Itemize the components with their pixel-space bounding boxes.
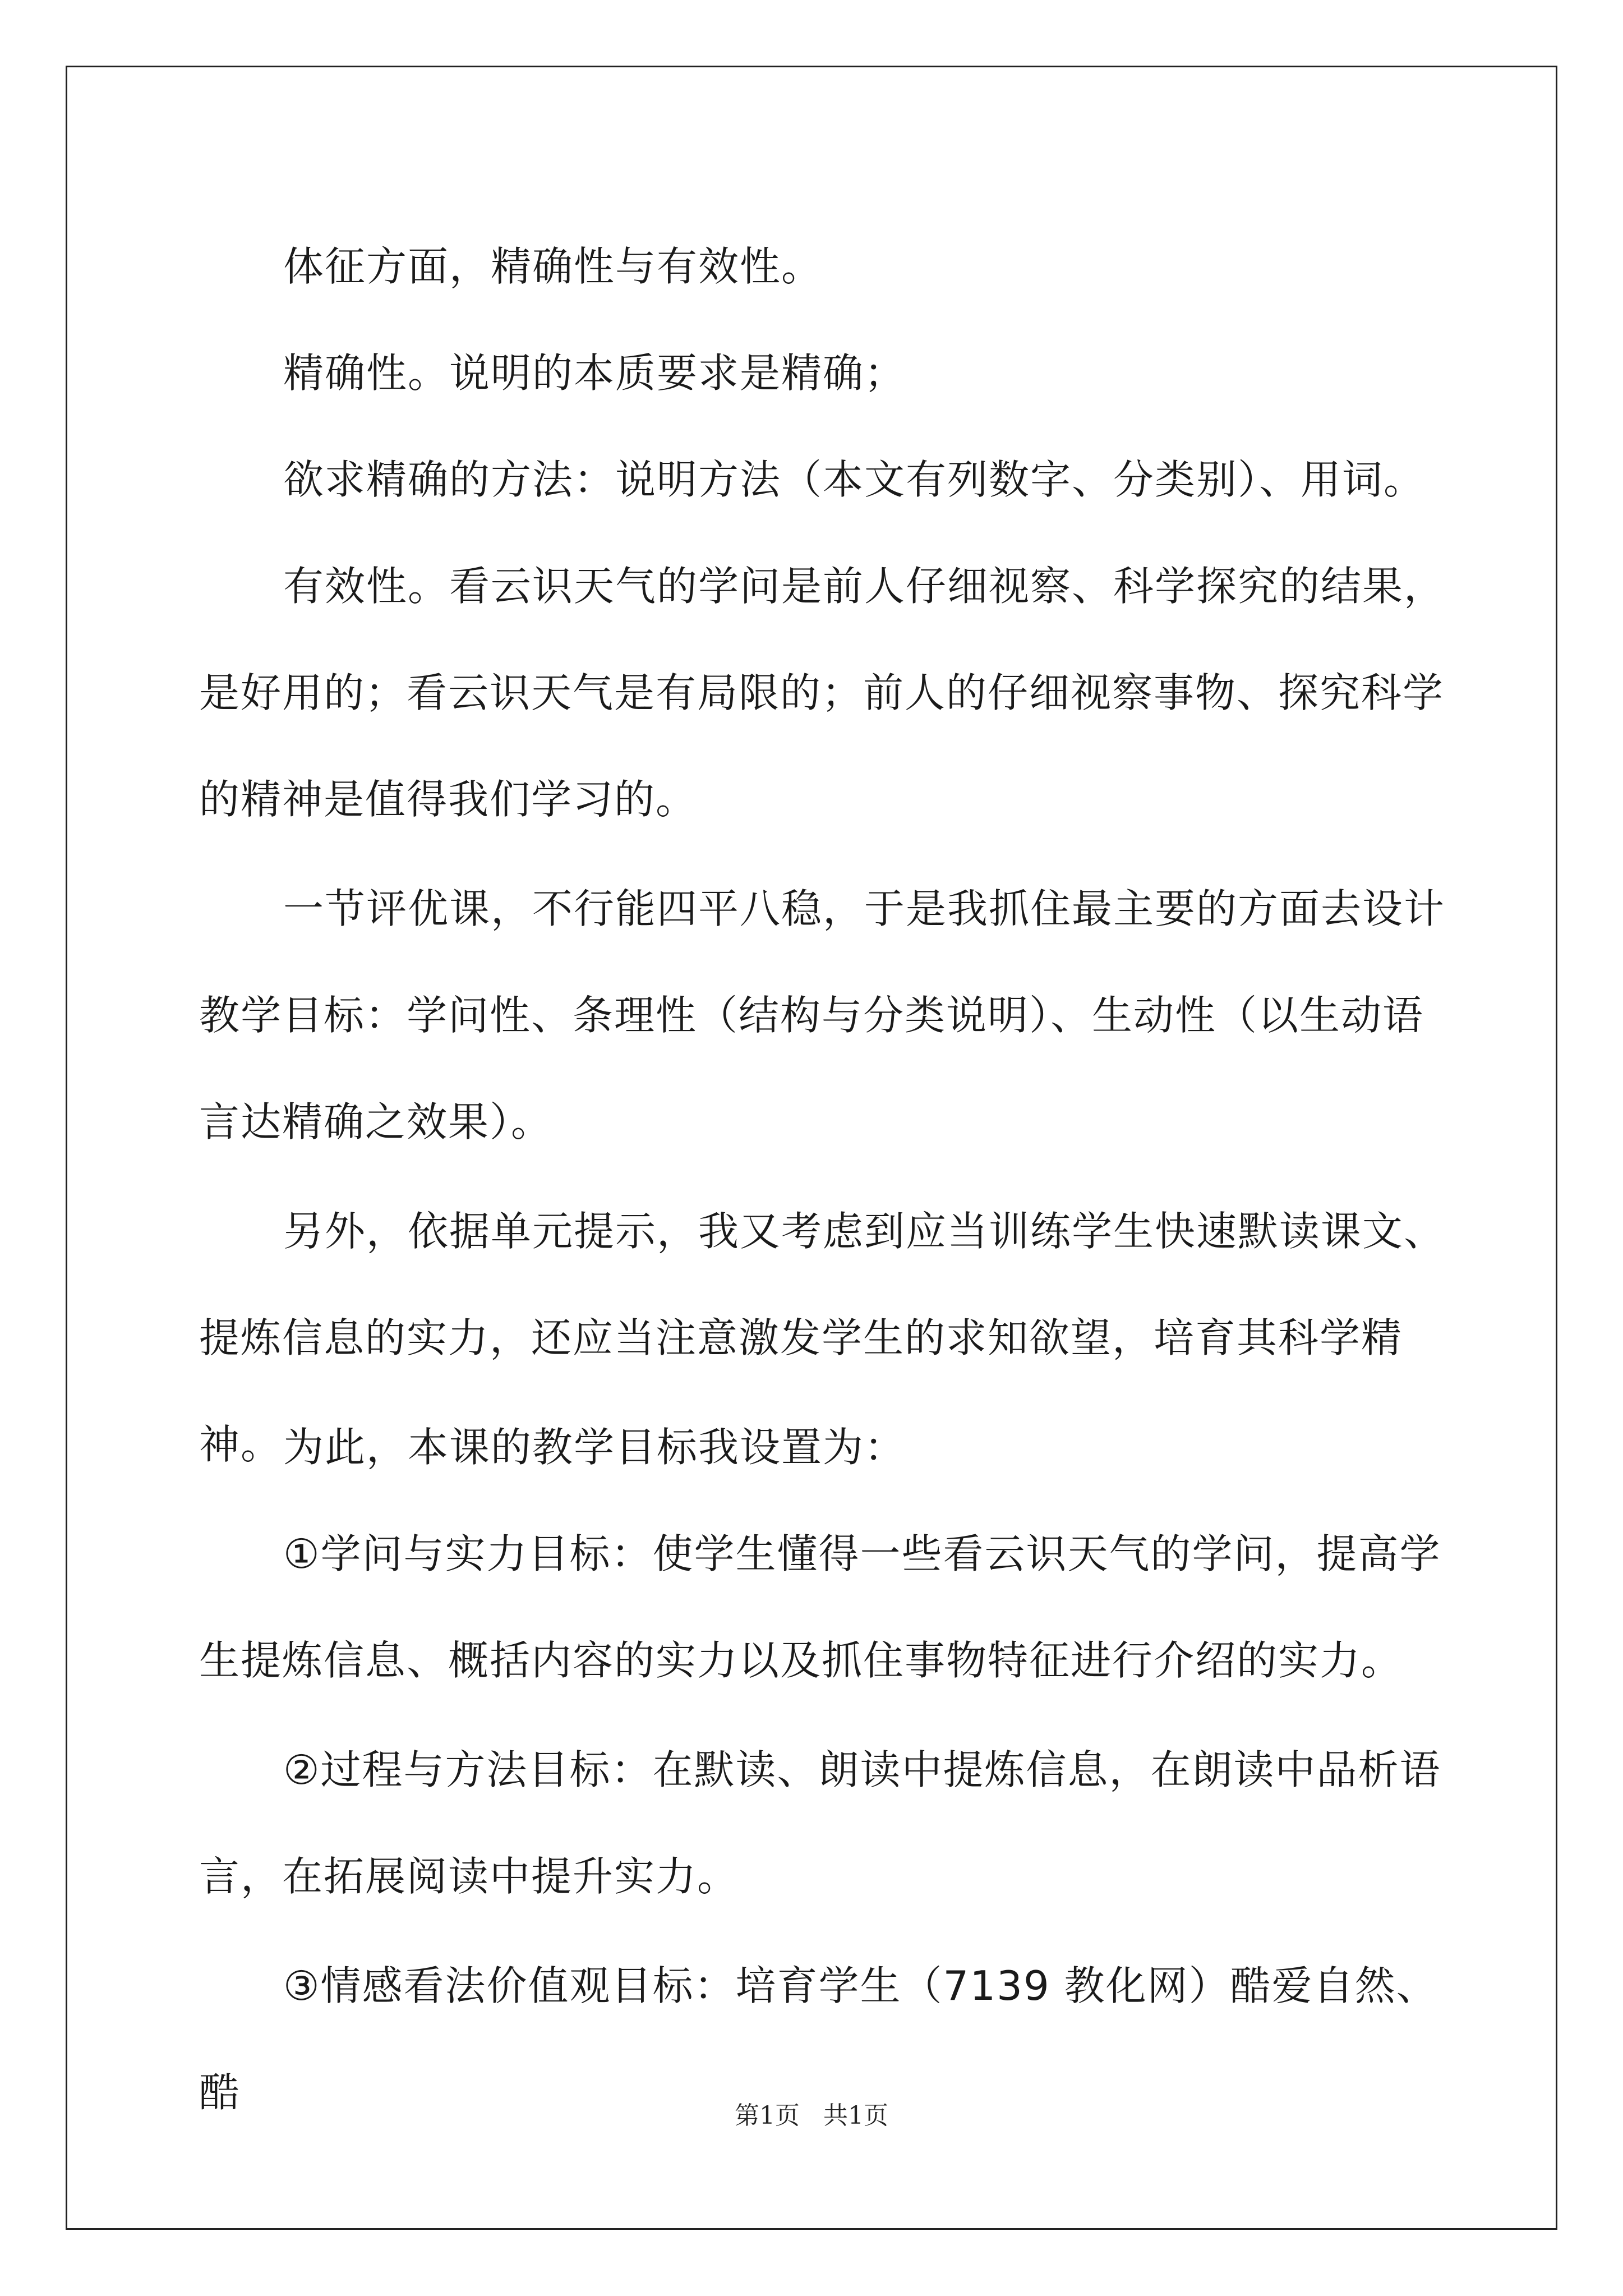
paragraph: ③情感看法价值观目标：培育学生（7139 教化网）酷爱自然、酷 [199,1962,1438,2116]
paragraph: 为此，本课的教学目标我设置为： [283,1424,906,1471]
page-total: 共1页 [823,2101,888,2130]
paragraph: 欲求精确的方法：说明方法（本文有列数字、分类别）、用词。 [283,456,1426,503]
paragraph: ①学问与实力目标：使学生懂得一些看云识天气的学问，提高学生提炼信息、概括内容的实力以及抓住事物特征进行介绍的实力。 [199,1530,1441,1684]
paragraph: 精确性。说明的本质要求是精确； [283,349,906,397]
paragraph: 有效性。看云识天气的学问是前人仔细视察、科学探究的结果，是好用的；看云识天气是有局限的；前人的仔细视察事物、探究科学的精神是值得我们学习的。 [199,563,1446,823]
page-footer [0,2095,1623,2131]
page-number: 第1页 [735,2101,800,2130]
paragraph: 一节评优课，不行能四平八稳，于是我抓住最主要的方面去设计教学目标：学问性、条理性（结构与分类说明）、生动性（以生动语言达精确之效果）。 [199,885,1446,1145]
paragraph: 体征方面，精确性与有效性。 [283,243,823,290]
paragraph: ②过程与方法目标：在默读、朗读中提炼信息，在朗读中品析语言，在拓展阅读中提升实力。 [199,1746,1441,1900]
paragraph: 另外，依据单元提示，我又考虑到应当训练学生快速默读课文、提炼信息的实力，还应当注意激发学生的求知欲望，培育其科学精神。 [199,1208,1446,1468]
